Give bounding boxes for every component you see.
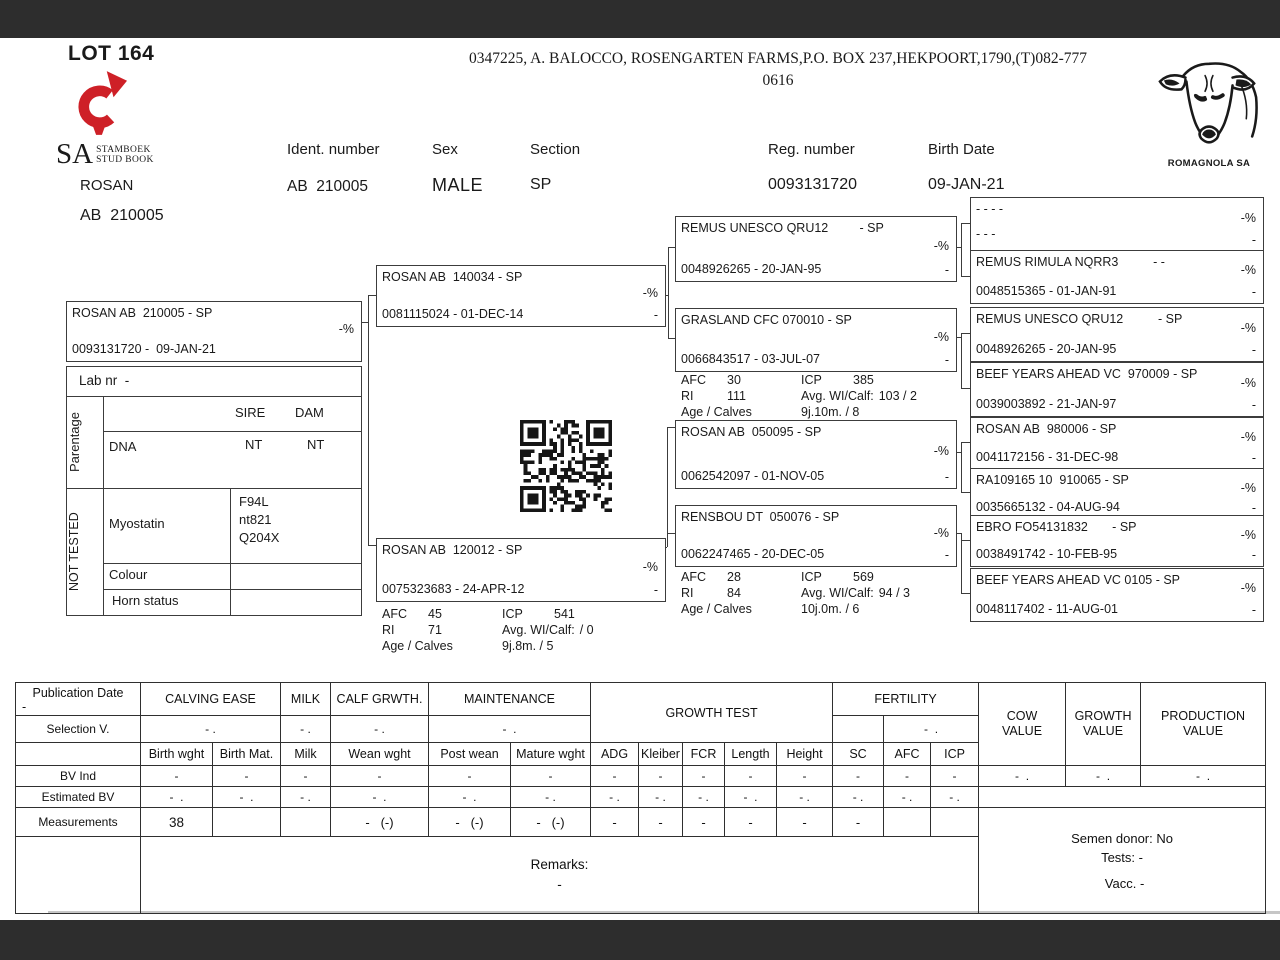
cow-head-icon bbox=[1150, 54, 1268, 158]
publication-date-cell: Publication Date - bbox=[16, 683, 141, 716]
sex-value: MALE bbox=[432, 175, 484, 195]
dam-column-header: DAM bbox=[295, 405, 324, 420]
col-milk: Milk bbox=[281, 743, 331, 766]
pedigree-box-ggp-3: REMUS UNESCO QRU12 - SP -% 0048926265 - 20-JAN-95 - bbox=[970, 307, 1264, 362]
group-growth-test: GROWTH TEST bbox=[591, 683, 833, 743]
animal-ident: AB 210005 bbox=[80, 207, 164, 224]
pedigree-connector bbox=[668, 247, 669, 338]
lab-nr: Lab nr - bbox=[79, 373, 130, 388]
dam-stats: AFC 45 ICP 541 RI 71 Avg. WI/Calf: / 0 Age / Calves 9j.8m. / 5 bbox=[382, 607, 594, 653]
pedigree-box-dam: ROSAN AB 120012 - SP -% 0075323683 - 24-APR-12 - bbox=[376, 538, 666, 602]
pedigree-box-gp-2: GRASLAND CFC 070010 - SP -% 0066843517 - 03-JUL-07 - bbox=[675, 308, 957, 372]
col-birth-mat: Birth Mat. bbox=[213, 743, 281, 766]
group-calving-ease: CALVING EASE bbox=[141, 683, 281, 716]
col-fcr: FCR bbox=[683, 743, 725, 766]
pedigree-box-ggp-4: BEEF YEARS AHEAD VC 970009 - SP -% 0039003892 - 21-JAN-97 - bbox=[970, 362, 1264, 417]
col-wean-wght: Wean wght bbox=[331, 743, 429, 766]
pedigree-box-ggp-7: EBRO FO54131832 - SP -% 0038491742 - 10-FEB-95 - bbox=[970, 515, 1264, 567]
col-length: Length bbox=[725, 743, 777, 766]
pedigree-box-sire: ROSAN AB 140034 - SP -% 0081115024 - 01-DEC-14 - bbox=[376, 265, 666, 327]
myostatin-value-2: nt821 bbox=[239, 512, 272, 527]
col-icp: ICP bbox=[931, 743, 979, 766]
birth-date-value: 09-JAN-21 bbox=[928, 176, 1005, 193]
performance-table: Publication Date - CALVING EASE MILK CALF GRWTH. MAINTENANCE GROWTH TEST FERTILITY COW VALUE GROWTH VALUE PRODUCTION VALUE Selection V. - . - . - . - . - . Birth wght Birth Mat. Milk Wean wght Post wean Mature wght ADG Kleiber FCR Length Height SC AFC ICP BV Ind - - - - - - - - - - - - - - - . - . - . Estimated BV - . - . - . - . - . - . - . - . - . - . - . - . - . - . Measurements 38 - (-) - (-) - (-) - - - - - - Semen donor: No Tests: - Vacc. - Remarks: - bbox=[15, 682, 1266, 914]
colour-label: Colour bbox=[109, 567, 148, 582]
pedigree-connector bbox=[368, 295, 369, 545]
pedigree-connector bbox=[668, 338, 675, 339]
pedigree-box-gp-3: ROSAN AB 050095 - SP -% 0062542097 - 01-NOV-05 - bbox=[675, 420, 957, 489]
col-afc: AFC bbox=[884, 743, 931, 766]
pedigree-connector bbox=[961, 540, 970, 541]
estimated-bv-row: Estimated BV - . - . - . - . - . - . - . - . - . - . - . - . - . - . bbox=[16, 787, 1266, 808]
group-maintenance: MAINTENANCE bbox=[429, 683, 591, 716]
animal-name: ROSAN bbox=[80, 177, 134, 194]
pedigree-connector bbox=[961, 333, 970, 334]
breeder-info: 0347225, A. BALOCCO, ROSENGARTEN FARMS,P.O. BOX 237,HEKPOORT,1790,(T)082-777 0616 bbox=[468, 50, 1088, 89]
group-fertility: FERTILITY bbox=[833, 683, 979, 716]
bottom-bar bbox=[0, 920, 1280, 960]
group-calf-growth: CALF GRWTH. bbox=[331, 683, 429, 716]
myostatin-value-1: F94L bbox=[239, 494, 269, 509]
pedigree-connector bbox=[368, 545, 376, 546]
horn-status-label: Horn status bbox=[112, 593, 179, 608]
myostatin-label: Myostatin bbox=[109, 516, 165, 531]
ident-number-label: Ident. number bbox=[287, 141, 380, 158]
pedigree-box-subject: ROSAN AB 210005 - SP -% 0093131720 - 09-JAN-21 bbox=[66, 301, 362, 362]
remarks-cell: Remarks: - bbox=[141, 837, 979, 914]
semen-tests-panel bbox=[979, 808, 1266, 914]
measurements-row: Measurements 38 - (-) - (-) - (-) - - - - - - Semen donor: No Tests: - Vacc. - bbox=[16, 808, 1266, 837]
qr-code bbox=[520, 420, 612, 512]
pedigree-box-ggp-8: BEEF YEARS AHEAD VC 0105 - SP -% 0048117402 - 11-AUG-01 - bbox=[970, 568, 1264, 622]
pedigree-connector bbox=[961, 333, 962, 388]
col-post-wean: Post wean bbox=[429, 743, 511, 766]
col-height: Height bbox=[777, 743, 833, 766]
romagnola-logo-label: ROMAGNOLA SA bbox=[1167, 158, 1251, 169]
pedigree-connector bbox=[961, 442, 970, 443]
group-cow-value: COW VALUE bbox=[979, 683, 1066, 766]
lot-number: LOT 164 bbox=[68, 42, 155, 65]
pedigree-connector bbox=[961, 223, 962, 276]
group-milk: MILK bbox=[281, 683, 331, 716]
pedigree-connector bbox=[961, 593, 970, 594]
reg-number-value: 0093131720 bbox=[768, 176, 857, 193]
pedigree-connector bbox=[961, 492, 970, 493]
section-label: Section bbox=[530, 141, 581, 158]
birth-date-label: Birth Date bbox=[928, 141, 995, 158]
dna-dam-value: NT bbox=[307, 437, 325, 452]
pedigree-box-ggp-5: ROSAN AB 980006 - SP -% 0041172156 - 31-DEC-98 - bbox=[970, 417, 1264, 470]
pedigree-connector bbox=[668, 247, 675, 248]
reg-number-label: Reg. number bbox=[768, 141, 855, 158]
pedigree-connector bbox=[961, 388, 970, 389]
bv-ind-row: BV Ind - - - - - - - - - - - - - - - . - . - . bbox=[16, 766, 1266, 787]
pedigree-box-ggp-1: - - - - -% - - - - bbox=[970, 197, 1264, 252]
col-sc: SC bbox=[833, 743, 884, 766]
sire-column-header: SIRE bbox=[235, 405, 266, 420]
ident-number-value: AB 210005 bbox=[287, 178, 369, 195]
vaccinations: Vacc. - bbox=[1104, 875, 1145, 891]
selection-v-label: Selection V. bbox=[16, 716, 141, 743]
sa-studbook-logo-icon bbox=[70, 70, 128, 136]
parentage-label: Parentage bbox=[67, 412, 82, 472]
pedigree-connector bbox=[667, 427, 668, 547]
pedigree-box-gp-4: RENSBOU DT 050076 - SP -% 0062247465 - 20-DEC-05 - bbox=[675, 505, 957, 567]
col-mature-wght: Mature wght bbox=[511, 743, 591, 766]
pedigree-connector bbox=[961, 533, 962, 594]
pedigree-box-ggp-2: REMUS RIMULA NQRR3 - - -% 0048515365 - 01-JAN-91 - bbox=[970, 250, 1264, 304]
pedigree-connector bbox=[961, 223, 970, 224]
dna-sire-value: NT bbox=[245, 437, 263, 452]
top-bar bbox=[0, 0, 1280, 38]
col-adg: ADG bbox=[591, 743, 639, 766]
sex-label: Sex bbox=[432, 141, 458, 158]
section-value: SP bbox=[530, 176, 552, 193]
group-growth-value: GROWTH VALUE bbox=[1066, 683, 1141, 766]
dna-label: DNA bbox=[109, 439, 137, 454]
myostatin-value-3: Q204X bbox=[239, 530, 280, 545]
col-kleiber: Kleiber bbox=[639, 743, 683, 766]
tests: Tests: - bbox=[1101, 849, 1143, 865]
semen-donor: Semen donor: No bbox=[1071, 830, 1173, 846]
sa-logo-text: SA bbox=[56, 138, 94, 170]
col-birth-wght: Birth wght bbox=[141, 743, 213, 766]
pedigree-box-gp-1: REMUS UNESCO QRU12 - SP -% 0048926265 - 20-JAN-95 - bbox=[675, 216, 957, 282]
sa-studbook-logo bbox=[56, 138, 154, 170]
gp4-stats: AFC 28 ICP 569 RI 84 Avg. WI/Calf: 94 / 3 Age / Calves 10j.0m. / 6 bbox=[681, 570, 910, 616]
pedigree-connector bbox=[961, 276, 970, 277]
pedigree-connector bbox=[961, 442, 962, 492]
sa-logo-subtext: STAMBOEK STUD BOOK bbox=[96, 145, 154, 165]
pedigree-connector bbox=[368, 295, 376, 296]
pedigree-connector bbox=[667, 533, 675, 534]
gp2-stats: AFC 30 ICP 385 RI 111 Avg. WI/Calf: 103 / 2 Age / Calves 9j.10m. / 8 bbox=[681, 373, 917, 419]
not-tested-label: NOT TESTED bbox=[67, 512, 81, 591]
lab-table bbox=[66, 366, 362, 616]
pedigree-connector bbox=[667, 427, 675, 428]
group-production-value: PRODUCTION VALUE bbox=[1141, 683, 1266, 766]
pedigree-box-ggp-6: RA109165 10 910065 - SP -% 0035665132 - 04-AUG-94 - bbox=[970, 468, 1264, 520]
